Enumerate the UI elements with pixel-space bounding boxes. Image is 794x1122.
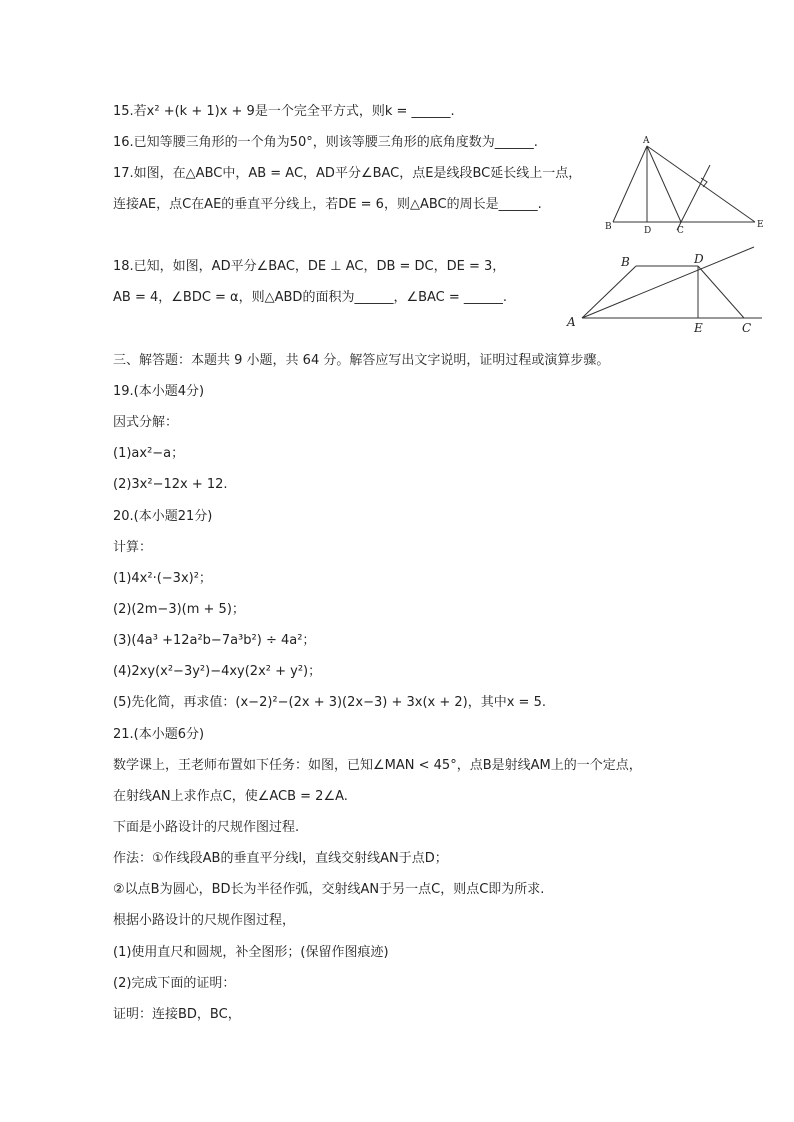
label-c: C bbox=[742, 321, 752, 334]
question-20-title: 20.(本小题21分) bbox=[113, 509, 213, 524]
segment-ab bbox=[613, 146, 647, 222]
question-21-proof: 证明：连接BD，BC， bbox=[113, 1007, 241, 1022]
question-18-line1: 18.已知，如图，AD平分∠BAC，DE ⊥ AC，DB = DC，DE = 3， bbox=[113, 259, 506, 274]
question-19-title: 19.(本小题4分) bbox=[113, 384, 205, 399]
ray-ad bbox=[582, 247, 754, 318]
segment-ae bbox=[647, 146, 755, 222]
question-20-intro: 计算： bbox=[113, 540, 153, 555]
question-20-part2: (2)(2m−3)(m + 5)； bbox=[113, 602, 245, 617]
question-20-part3: (3)(4a³ +12a²b−7a³b²) ÷ 4a²； bbox=[113, 633, 316, 648]
segment-ab bbox=[582, 266, 636, 318]
question-20-part1: (1)4x²·(−3x)²； bbox=[113, 571, 212, 586]
right-angle-mark bbox=[701, 178, 707, 187]
question-17-line2: 连接AE，点C在AE的垂直平分线上，若DE = 6，则△ABC的周长是______. bbox=[113, 197, 542, 212]
segment-dc bbox=[698, 266, 744, 318]
label-d: D bbox=[694, 252, 704, 266]
question-20-part5: (5)先化简，再求值：(x−2)²−(2x + 3)(2x−3) + 3x(x + 2)，其中x = 5. bbox=[113, 695, 546, 710]
question-21-text4: 根据小路设计的尺规作图过程， bbox=[113, 913, 296, 928]
label-a: A bbox=[643, 136, 650, 146]
question-16: 16.已知等腰三角形的一个角为50°，则该等腰三角形的底角度数为______. bbox=[113, 135, 538, 150]
label-b: B bbox=[605, 222, 612, 232]
question-19-part2: (2)3x²−12x + 12. bbox=[113, 477, 228, 492]
question-21-text2: 在射线AN上求作点C，使∠ACB = 2∠A. bbox=[113, 789, 348, 804]
figure-18-triangle bbox=[562, 244, 770, 334]
label-c: C bbox=[677, 226, 684, 236]
question-19-part1: (1)ax²−a； bbox=[113, 446, 185, 461]
question-21-text1: 数学课上，王老师布置如下任务：如图，已知∠MAN < 45°，点B是射线AM上的一个定点， bbox=[113, 758, 642, 773]
section-3-heading: 三、解答题：本题共 9 小题，共 64 分。解答应写出文字说明，证明过程或演算步骤。 bbox=[113, 353, 610, 368]
question-21-part1: (1)使用直尺和圆规，补全图形；(保留作图痕迹) bbox=[113, 945, 389, 960]
question-21-part2: (2)完成下面的证明： bbox=[113, 976, 236, 991]
figure-17-triangle bbox=[598, 132, 770, 238]
label-e: E bbox=[757, 220, 764, 230]
label-e: E bbox=[694, 321, 703, 334]
question-21-step2: ②以点B为圆心，BD长为半径作弧，交射线AN于另一点C，则点C即为所求. bbox=[113, 882, 545, 897]
question-21-title: 21.(本小题6分) bbox=[113, 727, 205, 742]
question-19-intro: 因式分解： bbox=[113, 415, 179, 430]
label-d: D bbox=[644, 226, 652, 236]
label-a: A bbox=[567, 315, 576, 329]
label-b: B bbox=[621, 255, 630, 269]
question-21-text3: 下面是小路设计的尺规作图过程. bbox=[113, 820, 300, 835]
question-20-part4: (4)2xy(x²−3y²)−4xy(2x² + y²)； bbox=[113, 664, 322, 679]
question-18-line2: AB = 4，∠BDC = α，则△ABD的面积为______，∠BAC = ______. bbox=[113, 290, 508, 305]
question-21-step1: 作法：①作线段AB的垂直平分线l，直线交射线AN于点D； bbox=[113, 851, 448, 866]
perpendicular-bisector bbox=[677, 165, 710, 230]
question-17-line1: 17.如图，在△ABC中，AB = AC，AD平分∠BAC，点E是线段BC延长线上一点， bbox=[113, 166, 582, 181]
question-15: 15.若x² +(k + 1)x + 9是一个完全平方式，则k = ______. bbox=[113, 104, 455, 119]
